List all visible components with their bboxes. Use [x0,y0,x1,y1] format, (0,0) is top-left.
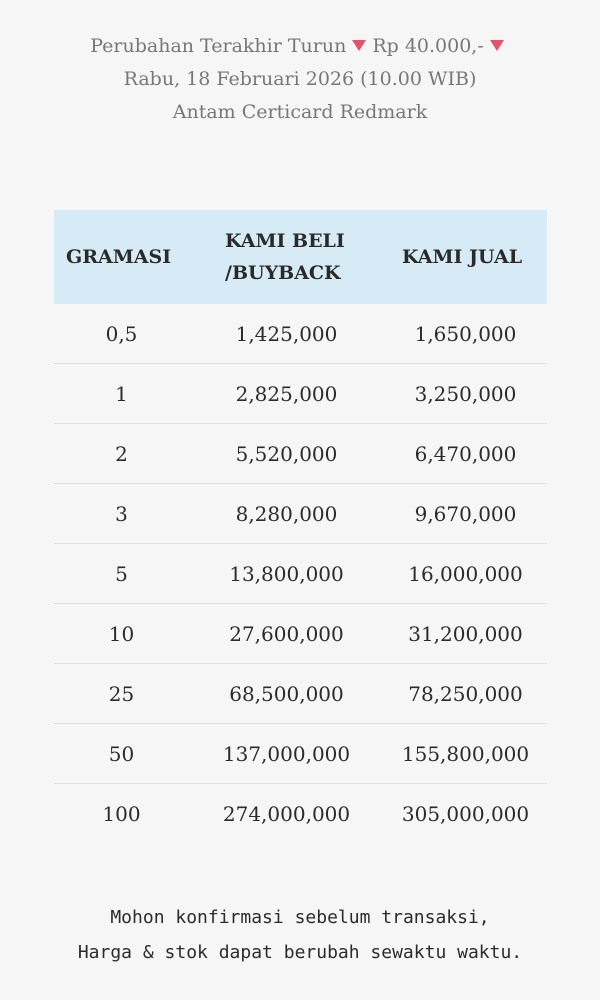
cell-kami-beli: 137,000,000 [222,741,351,766]
down-triangle-icon [352,40,366,51]
price-update-header [0,30,600,129]
last-change-amount: Rp 40.000,- [372,35,484,57]
table-row [54,784,547,843]
table-body [54,304,547,843]
cell-gramasi: 100 [102,801,141,826]
table-row [54,724,547,784]
column-header-kami-jual: KAMI JUAL [402,246,523,268]
cell-kami-beli: 1,425,000 [235,321,338,346]
table-row [54,484,547,544]
cell-kami-beli: 13,800,000 [229,561,344,586]
cell-kami-beli: 27,600,000 [229,621,344,646]
cell-kami-beli: 8,280,000 [235,501,338,526]
cell-kami-jual: 3,250,000 [414,381,517,406]
gold-price-table [54,210,547,843]
cell-gramasi: 5 [115,561,128,586]
last-change-line [0,30,600,63]
cell-gramasi: 0,5 [105,321,138,346]
cell-gramasi: 2 [115,441,128,466]
column-header-kami-beli [189,225,384,289]
cell-kami-beli: 5,520,000 [235,441,338,466]
cell-kami-jual: 9,670,000 [414,501,517,526]
table-row [54,304,547,364]
column-header-kami-beli-line1: KAMI BELI [225,230,345,252]
column-header-gramasi: GRAMASI [66,246,172,268]
cell-kami-jual: 305,000,000 [401,801,530,826]
cell-kami-beli: 2,825,000 [235,381,338,406]
cell-kami-jual: 1,650,000 [414,321,517,346]
cell-kami-beli: 274,000,000 [222,801,351,826]
table-header [54,210,547,304]
cell-kami-jual: 31,200,000 [408,621,523,646]
disclaimer-line-2: Harga & stok dapat berubah sewaktu waktu. [77,942,523,963]
cell-kami-jual: 6,470,000 [414,441,517,466]
table-row [54,604,547,664]
cell-gramasi: 50 [108,741,135,766]
cell-kami-jual: 78,250,000 [408,681,523,706]
disclaimer [0,900,600,970]
table-row [54,424,547,484]
table-row [54,364,547,424]
last-change-label: Perubahan Terakhir Turun [90,35,347,57]
cell-gramasi: 10 [108,621,135,646]
cell-gramasi: 1 [115,381,128,406]
cell-kami-jual: 16,000,000 [408,561,523,586]
down-triangle-icon [490,40,504,51]
cell-kami-jual: 155,800,000 [401,741,530,766]
product-name: Antam Certicard Redmark [172,101,428,123]
cell-gramasi: 25 [108,681,135,706]
table-row [54,664,547,724]
update-date: Rabu, 18 Februari 2026 (10.00 WIB) [123,68,477,90]
disclaimer-line-1: Mohon konfirmasi sebelum transaksi, [110,907,490,928]
table-row [54,544,547,604]
column-header-kami-beli-line2: /BUYBACK [225,262,341,284]
cell-kami-beli: 68,500,000 [229,681,344,706]
cell-gramasi: 3 [115,501,128,526]
